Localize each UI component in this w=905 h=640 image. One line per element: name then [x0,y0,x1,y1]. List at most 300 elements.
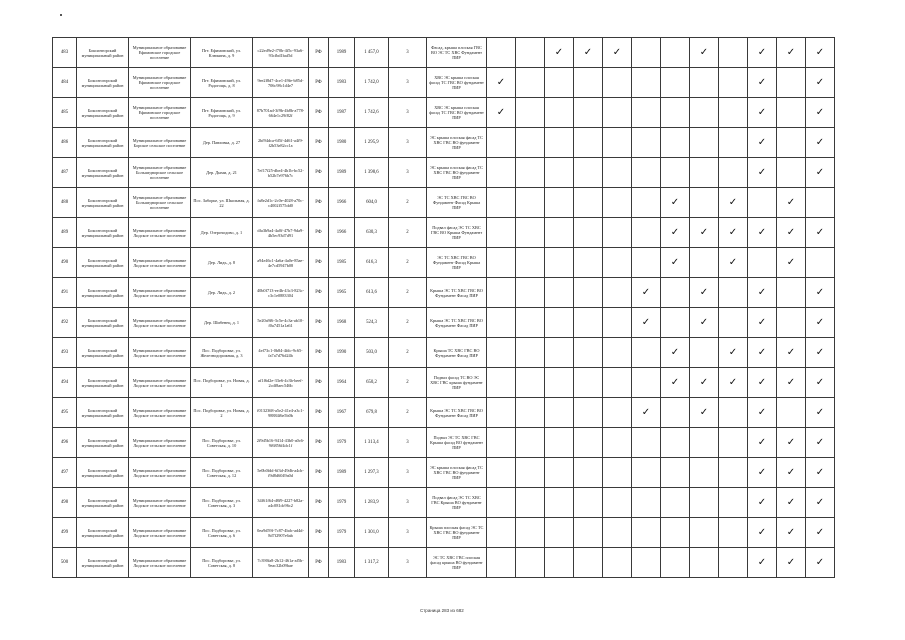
work-type-cell [545,518,574,548]
work-type-cell [690,458,719,488]
district-cell: Бокситогорский муниципальный район [77,548,129,578]
settlement-cell: Муниципальное образование Лидское сельское поселение [129,218,191,248]
address-cell: Пос. Подборовье, ул. Новая, д. 2 [191,398,253,428]
work-type-cell [574,218,603,248]
table-row [53,68,835,98]
district-cell: Бокситогорский муниципальный район [77,428,129,458]
checkmark-icon: ✓ [757,526,767,538]
area-cell: 1 742,0 [355,68,389,98]
work-type-cell [487,368,516,398]
work-type-cell [748,128,777,158]
fias-code-cell: 0ea9d59f-7c87-4bdc-ad4d-8d7f2907e6ab [253,518,309,548]
checkmark-icon: ✓ [728,256,738,268]
district-cell: Бокситогорский муниципальный район [77,308,129,338]
ownership-cell: РФ [309,428,329,458]
work-type-cell [748,98,777,128]
work-type-cell [661,518,690,548]
work-type-cell [603,278,632,308]
work-type-cell [574,248,603,278]
work-type-cell [632,428,661,458]
table-row [53,98,835,128]
works-cell: Крыша ЭС ТС ХВС ГВС ВО Фундамент Фасад ПИР [427,308,487,338]
work-type-cell [545,398,574,428]
work-type-cell [574,278,603,308]
work-type-cell [603,488,632,518]
settlement-cell: Муниципальное образование Лидское сельское поселение [129,518,191,548]
year-cell: 1987 [329,98,355,128]
work-type-cell [487,518,516,548]
work-type-cell [487,338,516,368]
row-number: 496 [53,428,77,458]
work-type-cell [719,308,748,338]
work-type-cell [661,128,690,158]
settlement-cell: Муниципальное образование Ефимовское городское поселение [129,98,191,128]
work-type-cell [661,278,690,308]
district-cell: Бокситогорский муниципальный район [77,488,129,518]
checkmark-icon: ✓ [699,316,709,328]
work-type-cell [748,278,777,308]
checkmark-icon: ✓ [815,76,825,88]
checkmark-icon: ✓ [786,496,796,508]
fias-code-cell: af1f6d2e-33e6-4c3b-beef-2cdf8aec546b [253,368,309,398]
work-type-cell [806,308,835,338]
work-type-cell [487,308,516,338]
page-footer: Страница 283 из 682 [420,608,464,613]
work-type-cell [719,218,748,248]
work-type-cell [719,458,748,488]
ownership-cell: РФ [309,488,329,518]
row-number: 498 [53,488,77,518]
table-row [53,248,835,278]
checkmark-icon: ✓ [815,136,825,148]
area-cell: 1 742,6 [355,98,389,128]
table-row [53,548,835,578]
checkmark-icon: ✓ [786,196,796,208]
address-cell: Пос. Подборовье, ул. Советская, д. 6 [191,518,253,548]
checkmark-icon: ✓ [757,376,767,388]
work-type-cell [719,38,748,68]
area-cell: 1 313,4 [355,428,389,458]
row-number: 491 [53,278,77,308]
work-type-cell [487,68,516,98]
work-type-cell [661,548,690,578]
work-type-cell [632,488,661,518]
work-type-cell [661,68,690,98]
work-type-cell [603,248,632,278]
work-type-cell [574,308,603,338]
work-type-cell [487,458,516,488]
area-cell: 1 297,3 [355,458,389,488]
works-cell: Крыша ЭС ТС ХВС ГВС ВО Фундамент Фасад ПИР [427,278,487,308]
district-cell: Бокситогорский муниципальный район [77,158,129,188]
area-cell: 650,2 [355,368,389,398]
work-type-cell [545,278,574,308]
fias-code-cell: 5e20a9f6-3c5e-4c3a-ab10-f0a7451a1a61 [253,308,309,338]
ownership-cell: РФ [309,308,329,338]
work-type-cell [748,38,777,68]
work-type-cell [632,338,661,368]
work-type-cell [661,368,690,398]
checkmark-icon: ✓ [786,526,796,538]
work-type-cell [632,368,661,398]
work-type-cell [603,308,632,338]
work-type-cell [516,218,545,248]
work-type-cell [748,248,777,278]
fias-code-cell: 9ee2f8d7-4ce1-49fe-b85d-706c98c1d4e7 [253,68,309,98]
checkmark-icon: ✓ [728,226,738,238]
address-cell: Пос. Подборовье, ул. Железнодорожная, д. 3 [191,338,253,368]
fias-code-cell: a94e46c1-4a6a-4a0e-85ae-4e7cd5947b08 [253,248,309,278]
table-row [53,518,835,548]
checkmark-icon: ✓ [728,196,738,208]
works-cell: Крыша ЭС ТС ХВС ГВС ВО Фундамент Фасад ПИР [427,398,487,428]
work-type-cell [661,338,690,368]
area-cell: 503,0 [355,338,389,368]
row-number: 488 [53,188,77,218]
area-cell: 1 457,0 [355,38,389,68]
work-type-cell [603,338,632,368]
checkmark-icon: ✓ [757,106,767,118]
fias-code-cell: 2f9d5b16-9414-43b0-a0c6-9f6856f4dc1f [253,428,309,458]
checkmark-icon: ✓ [815,496,825,508]
ownership-cell: РФ [309,68,329,98]
district-cell: Бокситогорский муниципальный район [77,518,129,548]
work-type-cell [632,188,661,218]
work-type-cell [690,338,719,368]
checkmark-icon: ✓ [757,286,767,298]
checkmark-icon: ✓ [641,316,651,328]
floors-cell: 2 [389,398,427,428]
checkmark-icon: ✓ [815,526,825,538]
district-cell: Бокситогорский муниципальный район [77,368,129,398]
work-type-cell [632,248,661,278]
work-type-cell [690,188,719,218]
area-cell: 1 301,0 [355,518,389,548]
settlement-cell: Муниципальное образование Лидское сельское поселение [129,488,191,518]
work-type-cell [719,68,748,98]
work-type-cell [603,188,632,218]
work-type-cell [487,218,516,248]
work-type-cell [603,458,632,488]
address-cell: Дер. Шибенец, д. 1 [191,308,253,338]
fias-code-cell: 4ef73c1-0b84-4fdc-9c65-fa7a7d76d24b [253,338,309,368]
housing-table [52,37,835,578]
work-type-cell [516,488,545,518]
year-cell: 1965 [329,278,355,308]
area-cell: 679,8 [355,398,389,428]
checkmark-icon: ✓ [670,346,680,358]
checkmark-icon: ✓ [757,166,767,178]
year-cell: 1967 [329,398,355,428]
year-cell: 1966 [329,188,355,218]
work-type-cell [487,188,516,218]
district-cell: Бокситогорский муниципальный район [77,128,129,158]
checkmark-icon: ✓ [815,46,825,58]
work-type-cell [806,218,835,248]
work-type-cell [719,488,748,518]
ownership-cell: РФ [309,458,329,488]
work-type-cell [748,398,777,428]
work-type-cell [806,188,835,218]
work-type-cell [806,488,835,518]
work-type-cell [806,398,835,428]
floors-cell: 3 [389,488,427,518]
work-type-cell [545,308,574,338]
row-number: 486 [53,128,77,158]
works-cell: ХВС ЭС крыша плоская фасад ТС ГВС ВО фундамент ПИР [427,98,487,128]
works-cell: Крыша ТС ХВС ГВС ВО Фундамент Фасад ПИР [427,338,487,368]
work-type-cell [777,248,806,278]
work-type-cell [545,428,574,458]
district-cell: Бокситогорский муниципальный район [77,98,129,128]
work-type-cell [516,398,545,428]
work-type-cell [545,368,574,398]
work-type-cell [545,98,574,128]
work-type-cell [806,98,835,128]
work-type-cell [690,38,719,68]
work-type-cell [719,98,748,128]
checkmark-icon: ✓ [786,46,796,58]
ownership-cell: РФ [309,248,329,278]
work-type-cell [777,218,806,248]
checkmark-icon: ✓ [815,286,825,298]
area-cell: 1 283,9 [355,488,389,518]
work-type-cell [777,158,806,188]
work-type-cell [748,158,777,188]
work-type-cell [516,248,545,278]
floors-cell: 3 [389,158,427,188]
work-type-cell [661,158,690,188]
checkmark-icon: ✓ [612,46,622,58]
checkmark-icon: ✓ [815,316,825,328]
work-type-cell [777,188,806,218]
work-type-cell [603,518,632,548]
work-type-cell [516,38,545,68]
district-cell: Бокситогорский муниципальный район [77,68,129,98]
work-type-cell [748,68,777,98]
ownership-cell: РФ [309,398,329,428]
checkmark-icon: ✓ [815,106,825,118]
work-type-cell [603,368,632,398]
checkmark-icon: ✓ [815,556,825,568]
work-type-cell [690,128,719,158]
work-type-cell [516,518,545,548]
address-cell: Пос. Подборовье, ул. Советская, д. 12 [191,458,253,488]
table-row [53,188,835,218]
checkmark-icon: ✓ [786,466,796,478]
work-type-cell [603,218,632,248]
ownership-cell: РФ [309,38,329,68]
work-type-cell [806,428,835,458]
floors-cell: 3 [389,98,427,128]
checkmark-icon: ✓ [815,226,825,238]
floors-cell: 2 [389,248,427,278]
table-row [53,398,835,428]
document-sheet [52,37,835,578]
work-type-cell [487,248,516,278]
settlement-cell: Муниципальное образование Лидское сельское поселение [129,338,191,368]
work-type-cell [632,38,661,68]
checkmark-icon: ✓ [815,436,825,448]
work-type-cell [632,458,661,488]
work-type-cell [574,338,603,368]
work-type-cell [806,548,835,578]
work-type-cell [632,68,661,98]
year-cell: 1989 [329,458,355,488]
work-type-cell [516,98,545,128]
work-type-cell [661,428,690,458]
work-type-cell [516,428,545,458]
work-type-cell [777,338,806,368]
table-row [53,368,835,398]
address-cell: Дер. Дыми, д. 21 [191,158,253,188]
work-type-cell [603,98,632,128]
ownership-cell: РФ [309,98,329,128]
work-type-cell [545,488,574,518]
work-type-cell [690,398,719,428]
work-type-cell [632,518,661,548]
work-type-cell [632,128,661,158]
floors-cell: 3 [389,128,427,158]
work-type-cell [719,248,748,278]
work-type-cell [516,278,545,308]
work-type-cell [574,488,603,518]
checkmark-icon: ✓ [757,466,767,478]
work-type-cell [632,398,661,428]
work-type-cell [545,68,574,98]
row-number: 500 [53,548,77,578]
address-cell: Дер. Лидь, д. 2 [191,278,253,308]
address-cell: Пос. Заборье, ул. Школьная, д. 22 [191,188,253,218]
address-cell: Пос. Подборовье, ул. Советская, д. 10 [191,428,253,458]
address-cell: Пос. Подборовье, ул. Советская, д. 8 [191,548,253,578]
work-type-cell [603,548,632,578]
settlement-cell: Муниципальное образование Лидское сельское поселение [129,308,191,338]
district-cell: Бокситогорский муниципальный район [77,458,129,488]
checkmark-icon: ✓ [757,316,767,328]
works-cell: ЭС крыша плоская фасад ТС ХВС ГВС ВО фундамент ПИР [427,128,487,158]
works-cell: Подвал фасад ЭС ТС ХВС ГВС ВО Крыша Фундамент ПИР [427,218,487,248]
table-row [53,458,835,488]
checkmark-icon: ✓ [757,556,767,568]
row-number: 484 [53,68,77,98]
table-row [53,278,835,308]
row-number: 490 [53,248,77,278]
work-type-cell [574,548,603,578]
work-type-cell [545,458,574,488]
floors-cell: 2 [389,278,427,308]
checkmark-icon: ✓ [786,346,796,358]
work-type-cell [690,488,719,518]
year-cell: 1966 [329,218,355,248]
year-cell: 1979 [329,428,355,458]
work-type-cell [806,158,835,188]
work-type-cell [516,68,545,98]
work-type-cell [487,278,516,308]
work-type-cell [574,188,603,218]
work-type-cell [487,488,516,518]
work-type-cell [545,128,574,158]
settlement-cell: Муниципальное образование Большедворское сельское поселение [129,188,191,218]
area-cell: 524,3 [355,308,389,338]
work-type-cell [661,98,690,128]
works-cell: Крыша плоская фасад ЭС ТС ХВС ГВС ВО фундамент ПИР [427,518,487,548]
year-cell: 1968 [329,308,355,338]
checkmark-icon: ✓ [815,466,825,478]
work-type-cell [777,398,806,428]
work-type-cell [777,518,806,548]
work-type-cell [574,128,603,158]
work-type-cell [690,278,719,308]
checkmark-icon: ✓ [815,346,825,358]
row-number: 483 [53,38,77,68]
work-type-cell [719,278,748,308]
work-type-cell [487,398,516,428]
floors-cell: 2 [389,218,427,248]
work-type-cell [661,398,690,428]
ownership-cell: РФ [309,338,329,368]
work-type-cell [487,128,516,158]
work-type-cell [574,98,603,128]
fias-code-cell: f0132368-a5e2-41e4-a3c1-98884f6e5b0b [253,398,309,428]
area-cell: 613,6 [355,278,389,308]
work-type-cell [661,188,690,218]
settlement-cell: Муниципальное образование Большедворское сельское поселение [129,158,191,188]
year-cell: 1989 [329,158,355,188]
settlement-cell: Муниципальное образование Лидское сельское поселение [129,398,191,428]
work-type-cell [545,248,574,278]
work-type-cell [574,368,603,398]
scan-speck [60,14,62,16]
fias-code-cell: 40b0f713-ee4b-43c3-823c-c3c1e0883304 [253,278,309,308]
row-number: 492 [53,308,77,338]
works-cell: ЭС ТС ХВС ГВС ВО Фундамент Фасад Крыша ПИР [427,188,487,218]
work-type-cell [545,158,574,188]
checkmark-icon: ✓ [757,226,767,238]
fias-code-cell: 87b701ad-3f9b-4b8b-a778-664e1c29f82f [253,98,309,128]
floors-cell: 3 [389,458,427,488]
work-type-cell [516,308,545,338]
year-cell: 1989 [329,38,355,68]
year-cell: 1983 [329,68,355,98]
checkmark-icon: ✓ [554,46,564,58]
work-type-cell [719,548,748,578]
district-cell: Бокситогорский муниципальный район [77,218,129,248]
ownership-cell: РФ [309,128,329,158]
work-type-cell [719,368,748,398]
checkmark-icon: ✓ [757,46,767,58]
work-type-cell [806,458,835,488]
area-cell: 604,0 [355,188,389,218]
work-type-cell [574,398,603,428]
work-type-cell [806,128,835,158]
work-type-cell [690,518,719,548]
settlement-cell: Муниципальное образование Лидское сельское поселение [129,428,191,458]
work-type-cell [603,428,632,458]
area-cell: 1 398,6 [355,158,389,188]
work-type-cell [574,458,603,488]
table-row [53,428,835,458]
checkmark-icon: ✓ [757,406,767,418]
checkmark-icon: ✓ [583,46,593,58]
checkmark-icon: ✓ [786,556,796,568]
work-type-cell [516,458,545,488]
work-type-cell [661,458,690,488]
work-type-cell [632,158,661,188]
works-cell: Подвал фасад ТС ВО ЭС ХВС ГВС крыша фундамент ПИР [427,368,487,398]
work-type-cell [777,308,806,338]
floors-cell: 3 [389,68,427,98]
